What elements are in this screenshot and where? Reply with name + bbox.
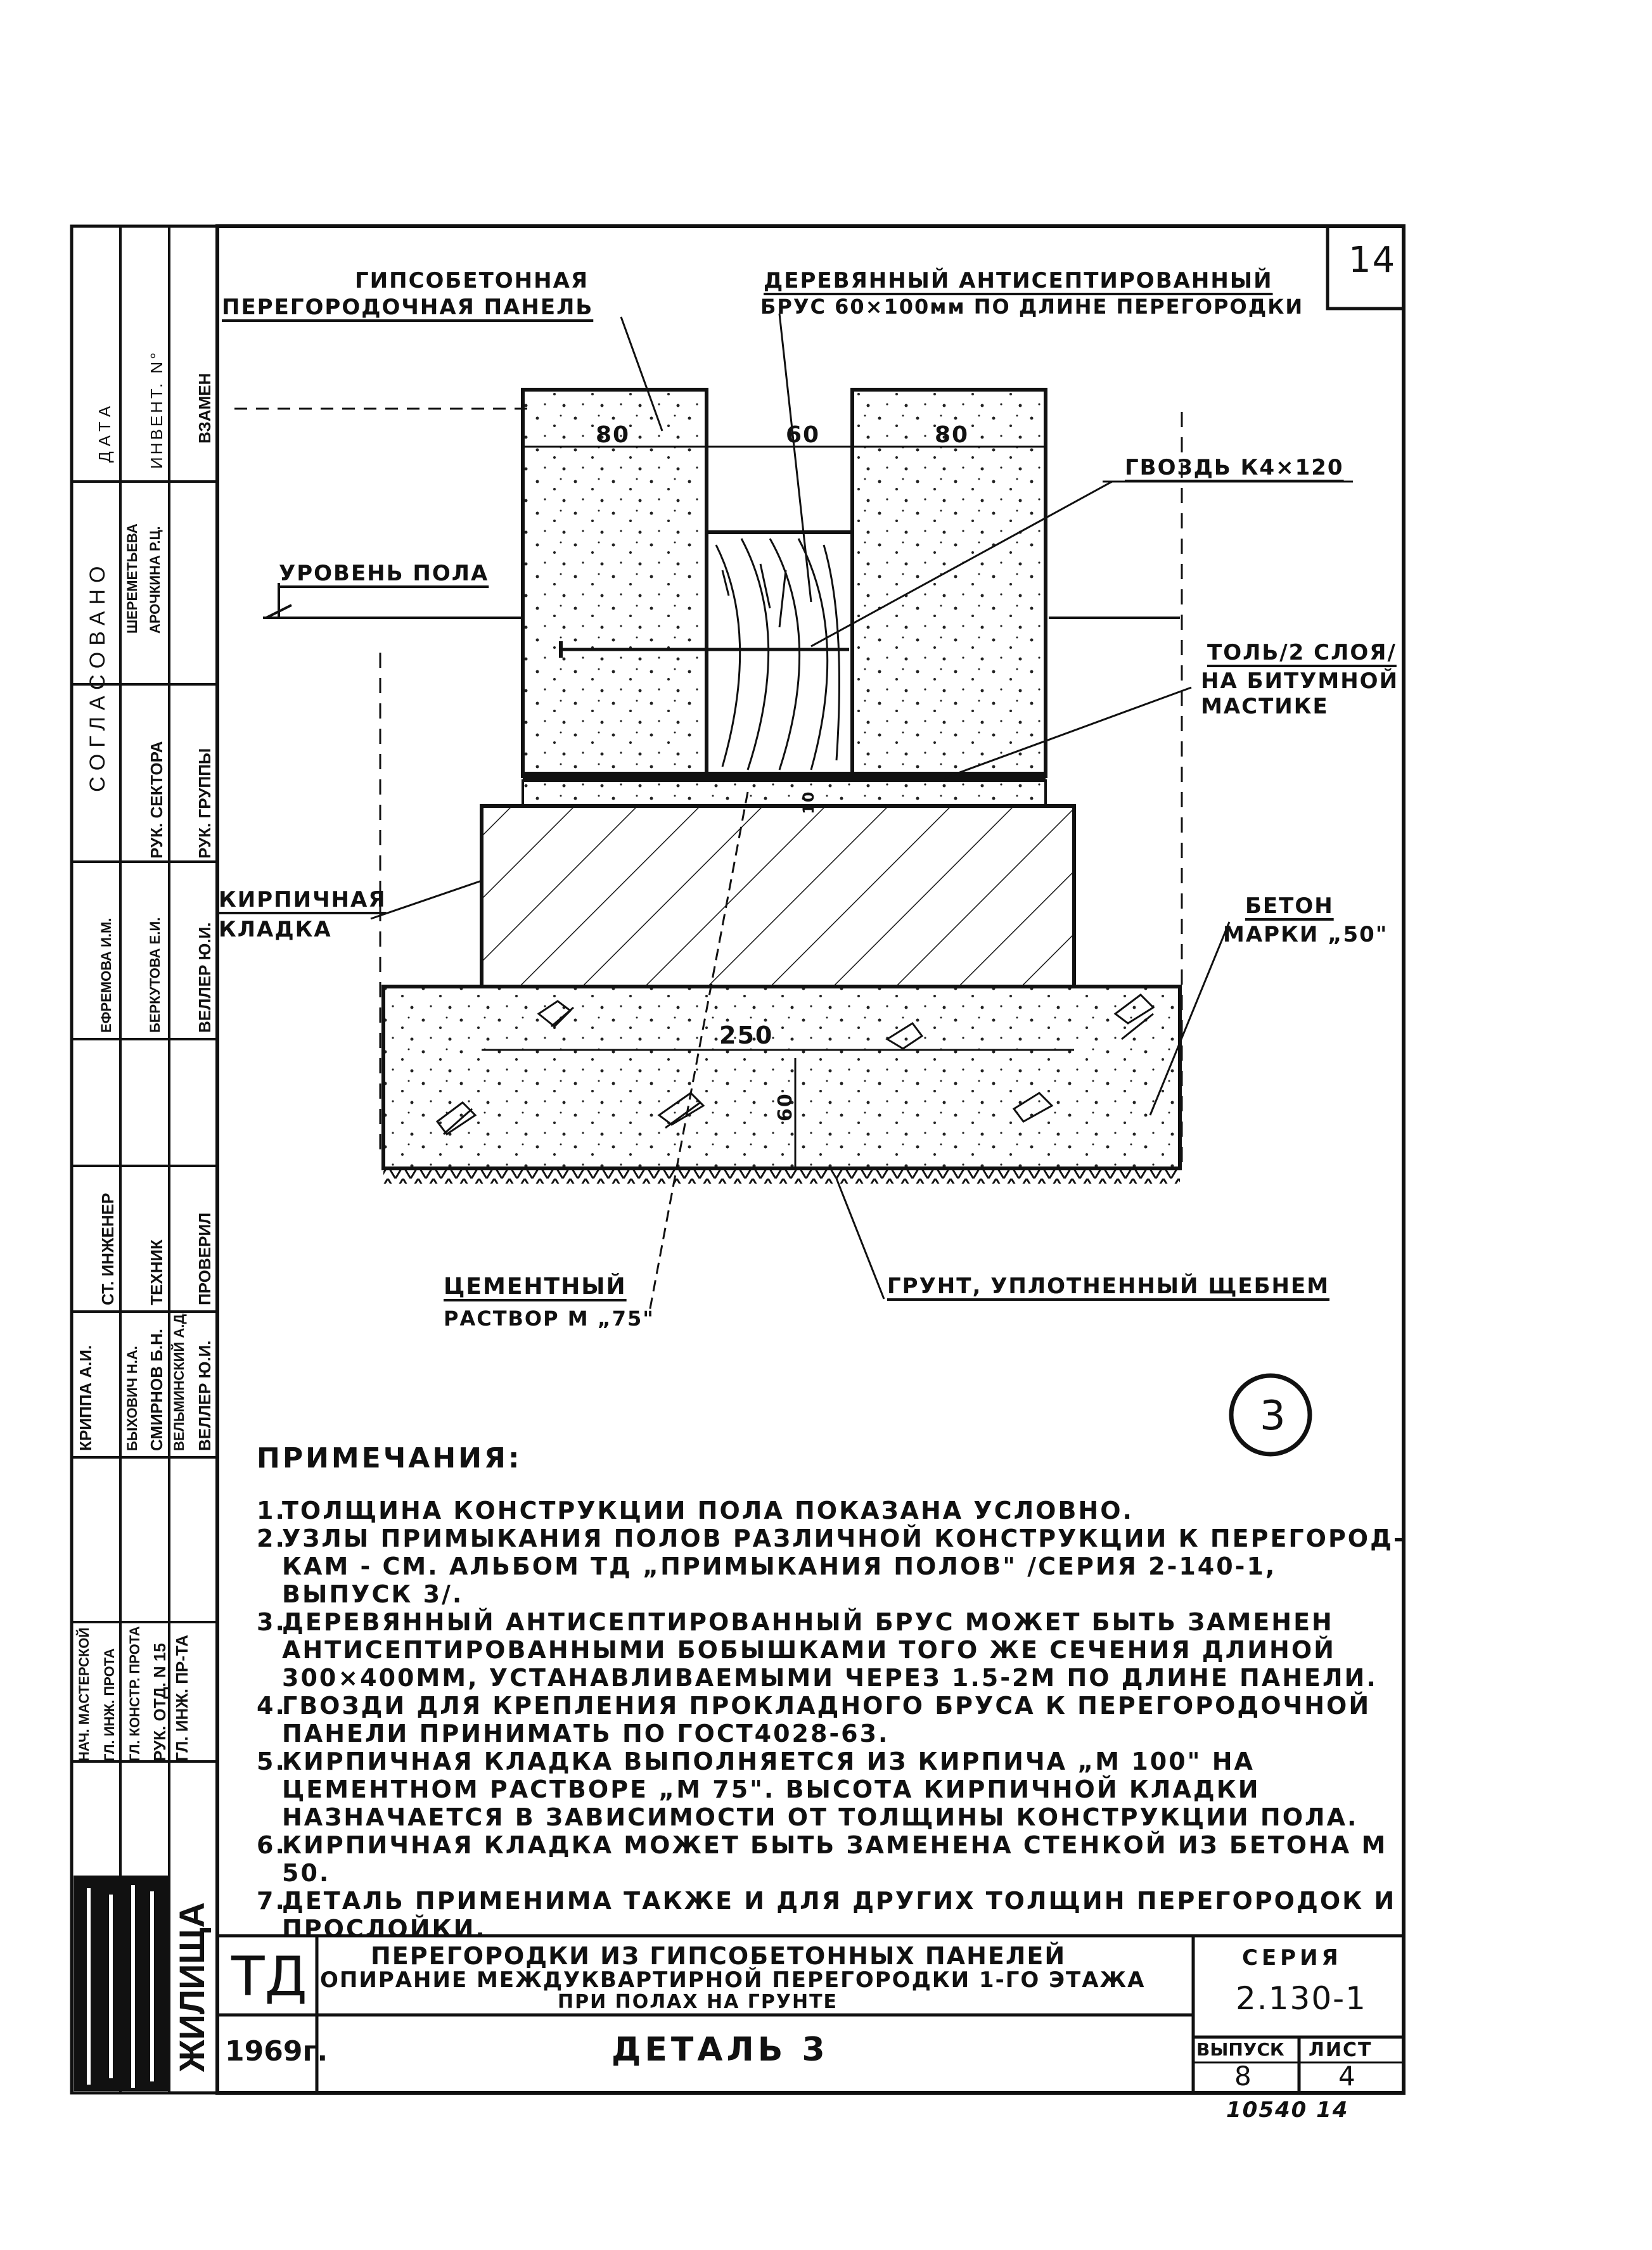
dim-concrete-height: 60: [774, 1092, 797, 1122]
dim-base-width: 250: [719, 1021, 774, 1049]
issue-number: 8: [1234, 2061, 1253, 2092]
title-line-1: ПЕРЕГОРОДКИ ИЗ ГИПСОБЕТОННЫХ ПАНЕЛЕЙ: [371, 1942, 1066, 1970]
label-panel-2: ПЕРЕГОРОДОЧНАЯ ПАНЕЛЬ: [222, 295, 594, 320]
label-mortar-1: ЦЕМЕНТНЫЙ: [444, 1274, 627, 1300]
note-number: 3.: [257, 1608, 286, 1636]
stamp-name: ВЕЛЛЕР Ю.И.: [195, 1340, 214, 1451]
note-item: [257, 1887, 1410, 1943]
sheet-number: 14: [1348, 240, 1397, 281]
stamp-role: ГЛ. КОНСТР. ПРОТА: [127, 1626, 143, 1761]
stamp-role: РУК. СЕКТОРА: [147, 741, 166, 859]
note-text: КИРПИЧНАЯ КЛАДКА ВЫПОЛНЯЕТСЯ ИЗ КИРПИЧА „М 100" НА ЦЕМЕНТНОМ РАСТВОРЕ „М 75". ВЫСОТА КИРПИЧНОЙ КЛАДКИ НАЗНАЧАЕТСЯ В ЗАВИСИМОСТИ ОТ ТОЛЩИНЫ КОНСТРУКЦИИ ПОЛА.: [282, 1748, 1359, 1831]
title-line-3: ПРИ ПОЛАХ НА ГРУНТЕ: [558, 1991, 838, 2013]
note-number: 7.: [257, 1887, 286, 1915]
detail-marker: 3: [1260, 1393, 1287, 1440]
title-line-2: ОПИРАНИЕ МЕЖДУКВАРТИРНОЙ ПЕРЕГОРОДКИ 1-ГО ЭТАЖА: [320, 1967, 1146, 1993]
series-label: СЕРИЯ: [1242, 1945, 1342, 1971]
stamp-role: СТ. ИНЖЕНЕР: [98, 1192, 117, 1305]
note-text: ТОЛЩИНА КОНСТРУКЦИИ ПОЛА ПОКАЗАНА УСЛОВНО.: [282, 1497, 1134, 1525]
stamp-name: БЕРКУТОВА Е.И.: [147, 917, 163, 1033]
note-number: 2.: [257, 1525, 286, 1552]
label-beam-1: ДЕРЕВЯННЫЙ АНТИСЕПТИРОВАННЫЙ: [764, 268, 1273, 293]
stamp-name: ЕФРЕМОВА И.М.: [98, 917, 114, 1033]
stamp-agreed: СОГЛАСОВАНО: [86, 559, 110, 792]
concrete-slab: [383, 987, 1180, 1168]
label-roofing-2: НА БИТУМНОЙ: [1201, 668, 1399, 694]
title-detail: ДЕТАЛЬ 3: [611, 2031, 829, 2069]
issue-label: ВЫПУСК: [1196, 2039, 1284, 2060]
sheet-value: 4: [1338, 2061, 1357, 2092]
stamp-name: КРИППА А.И.: [76, 1345, 95, 1451]
stamp-name: СМИРНОВ Б.Н.: [147, 1328, 166, 1451]
title-code: ТД: [231, 1945, 307, 2009]
notes: [257, 1442, 1410, 1943]
dim-right-panel: 80: [935, 422, 970, 448]
stamp-role: ГЛ. ИНЖ. ПРОТА: [101, 1648, 117, 1761]
label-mortar-2: РАСТВОР М „75": [444, 1307, 655, 1331]
label-concrete-1: БЕТОН: [1245, 893, 1334, 919]
dim-left-panel: 80: [596, 422, 631, 448]
stamp-role: ПРОВЕРИЛ: [195, 1212, 214, 1305]
note-text: ДЕРЕВЯННЫЙ АНТИСЕПТИРОВАННЫЙ БРУС МОЖЕТ БЫТЬ ЗАМЕНЕН АНТИСЕПТИРОВАННЫМИ БОБЫШКАМИ ТОГО ЖЕ СЕЧЕНИЯ ДЛИНОЙ 300×400ММ, УСТАНАВЛИВАЕМЫМИ ЧЕРЕЗ 1.5-2М ПО ДЛИНЕ ПАНЕЛИ.: [282, 1608, 1378, 1692]
archive-number: 10540 14: [1226, 2097, 1349, 2123]
ground-hatch: [383, 1170, 1180, 1184]
stamp-role: РУК. ГРУППЫ: [195, 748, 214, 859]
dim-beam: 60: [786, 422, 821, 448]
stamp-role: ГЛ. ИНЖ. ПР-ТА: [172, 1635, 191, 1761]
stamp-replace-label: ВЗАМЕН: [195, 373, 214, 444]
label-brick-2: КЛАДКА: [219, 917, 332, 942]
note-number: 6.: [257, 1831, 286, 1859]
stamp-agreed-name: ШЕРЕМЕТЬЕВА: [124, 523, 140, 634]
stamp-role: НАЧ. МАСТЕРСКОЙ: [76, 1627, 92, 1761]
note-item: [257, 1608, 1410, 1692]
stamp-agreed-name: АРОЧКИНА Р.Ц.: [147, 526, 163, 634]
label-soil: ГРУНТ, УПЛОТНЕННЫЙ ЩЕБНЕМ: [887, 1274, 1330, 1299]
stamp-role: РУК. ОТД. N 15: [150, 1643, 169, 1761]
stamp-date-label: ДАТА: [95, 400, 114, 463]
sheet-label: ЛИСТ: [1309, 2039, 1373, 2061]
label-nail: ГВОЗДЬ К4×120: [1125, 455, 1344, 480]
label-beam-2: БРУС 60×100мм ПО ДЛИНЕ ПЕРЕГОРОДКИ: [760, 295, 1304, 319]
note-number: 1.: [257, 1497, 286, 1525]
dim-mortar-height: 10: [800, 790, 817, 814]
label-brick-1: КИРПИЧНАЯ: [219, 887, 387, 912]
note-text: КИРПИЧНАЯ КЛАДКА МОЖЕТ БЫТЬ ЗАМЕНЕНА СТЕНКОЙ ИЗ БЕТОНА М 50.: [282, 1831, 1388, 1887]
note-text: ГВОЗДИ ДЛЯ КРЕПЛЕНИЯ ПРОКЛАДНОГО БРУСА К ПЕРЕГОРОДОЧНОЙ ПАНЕЛИ ПРИНИМАТЬ ПО ГОСТ4028-63.: [282, 1692, 1371, 1748]
note-number: 5.: [257, 1748, 286, 1775]
notes-title: ПРИМЕЧАНИЯ:: [257, 1442, 522, 1474]
note-text: ДЕТАЛЬ ПРИМЕНИМА ТАКЖЕ И ДЛЯ ДРУГИХ ТОЛЩИН ПЕРЕГОРОДОК И ПРОСЛОЙКИ.: [282, 1887, 1397, 1943]
note-item: [257, 1831, 1410, 1887]
stamp-inv-label: ИНВЕНТ. N°: [147, 350, 166, 469]
stamp-org: ЖИЛИЩА: [172, 1902, 212, 2072]
brick-masonry: [482, 806, 1074, 987]
roofing-layer: [523, 772, 1046, 781]
note-item: [257, 1497, 1410, 1525]
mortar-layer: [523, 781, 1046, 806]
stamp-role: ТЕХНИК: [147, 1239, 166, 1305]
note-number: 4.: [257, 1692, 286, 1720]
label-roofing-1: ТОЛЬ/2 СЛОЯ/: [1207, 640, 1397, 665]
title-year: 1969г.: [225, 2035, 328, 2068]
stamp-name: ВЕЛЬМИНСКИЙ А.Д.: [171, 1310, 187, 1451]
stamp-name: БЫХОВИЧ Н.А.: [124, 1346, 140, 1451]
label-concrete-2: МАРКИ „50": [1223, 922, 1388, 947]
label-roofing-3: МАСТИКЕ: [1201, 694, 1329, 719]
stamp-name: ВЕЛЛЕР Ю.И.: [195, 922, 214, 1033]
note-item: [257, 1525, 1410, 1608]
series-number: 2.130-1: [1236, 1980, 1367, 2017]
note-item: [257, 1748, 1410, 1831]
side-stamp-frame: [72, 226, 217, 2093]
note-text: УЗЛЫ ПРИМЫКАНИЯ ПОЛОВ РАЗЛИЧНОЙ КОНСТРУКЦИИ К ПЕРЕГОРОД-КАМ - СМ. АЛЬБОМ ТД „ПРИМЫКАНИЯ ПОЛОВ" /СЕРИЯ 2-140-1, ВЫПУСК 3/.: [282, 1525, 1405, 1608]
label-floor-level: УРОВЕНЬ ПОЛА: [279, 561, 489, 586]
note-item: [257, 1692, 1410, 1748]
label-panel-1: ГИПСОБЕТОННАЯ: [355, 268, 589, 293]
